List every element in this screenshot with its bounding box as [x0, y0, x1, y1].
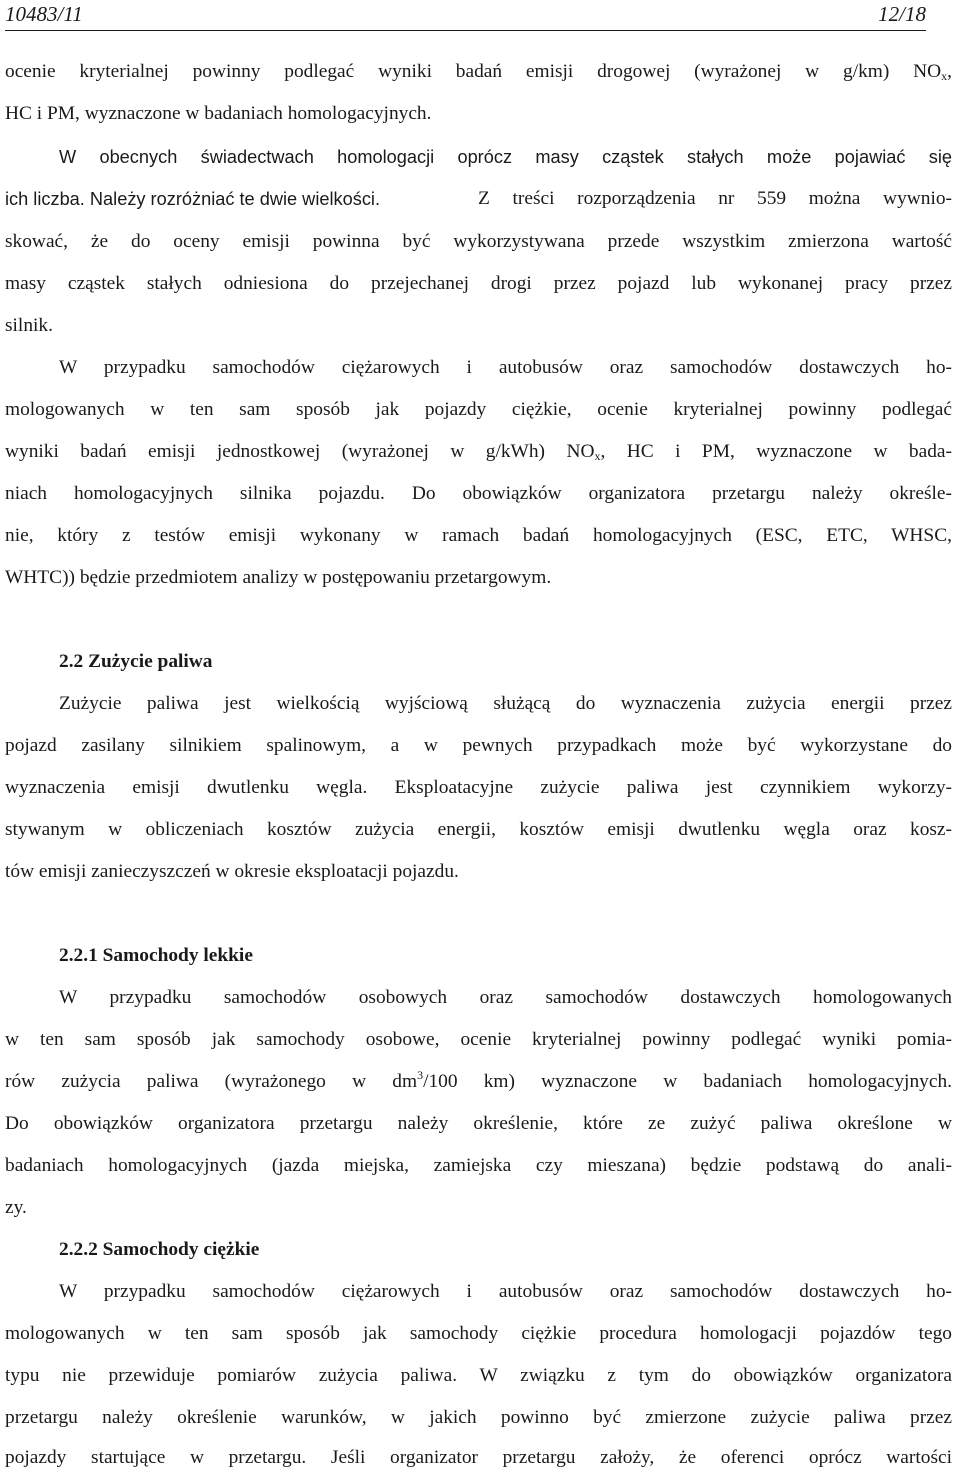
text-line: pojazdy startujące w przetargu. Jeśli organizator przetargu założy, że oferenci oprócz wartości [5, 1447, 952, 1468]
text-line: W obecnych świadectwach homologacji oprócz masy cząstek stałych może pojawiać się [59, 147, 952, 167]
text-line: Z treści rozporządzenia nr 559 można wywnio- [478, 188, 952, 209]
document-number: 10483/11 [5, 2, 83, 26]
text-line: Do obowiązków organizatora przetargu należy określenie, które ze zużyć paliwa określone w [5, 1113, 952, 1134]
text-line: tów emisji zanieczyszczeń w okresie eksploatacji pojazdu. [5, 861, 459, 882]
text-line: ich liczba. Należy rozróżniać te dwie wielkości. [5, 189, 381, 209]
text-line: W przypadku samochodów osobowych oraz samochodów dostawczych homologowanych [59, 987, 952, 1008]
text-line: nie, który z testów emisji wykonany w ramach badań homologacyjnych (ESC, ETC, WHSC, [5, 525, 952, 546]
text-line: W przypadku samochodów ciężarowych i autobusów oraz samochodów dostawczych ho- [59, 1281, 952, 1302]
text-line: badaniach homologacyjnych (jazda miejska, zamiejska czy mieszana) będzie podstawą do anali- [5, 1155, 952, 1176]
text-line: rów zużycia paliwa (wyrażonego w $dm^3/100$ km) wyznaczone w badaniach homologacyjnych. [5, 1068, 952, 1092]
section-heading: 2.2 Zużycie paliwa [59, 651, 213, 672]
text-line: typu nie przewiduje pomiarów zużycia paliwa. W związku z tym do obowiązków organizatora [5, 1365, 952, 1386]
page-number: 12/18 [878, 2, 926, 26]
text-line: niach homologacyjnych silnika pojazdu. Do obowiązków organizatora przetargu należy określe- [5, 483, 952, 504]
text-line: w ten sam sposób jak samochody osobowe, ocenie kryterialnej powinny podlegać wyniki pomia- [5, 1029, 952, 1050]
text-line: silnik. [5, 315, 53, 336]
text-line: mologowanych w ten sam sposób jak samochody ciężkie procedura homologacji pojazdów tego [5, 1323, 952, 1344]
header-rule [5, 30, 926, 31]
text-line: pojazd zasilany silnikiem spalinowym, a w pewnych przypadkach może być wykorzystane do [5, 735, 952, 756]
text-line: zy. [5, 1197, 27, 1218]
text-line: ocenie kryterialnej powinny podlegać wyniki badań emisji drogowej (wyrażonej w g/km) $NO_x$, [5, 61, 952, 83]
text-line: skować, że do oceny emisji powinna być wykorzystywana przede wszystkim zmierzona wartość [5, 231, 952, 252]
text-line: mologowanych w ten sam sposób jak pojazdy ciężkie, ocenie kryterialnej powinny podlegać [5, 399, 952, 420]
text-line: W przypadku samochodów ciężarowych i autobusów oraz samochodów dostawczych ho- [59, 357, 952, 378]
text-line: Zużycie paliwa jest wielkością wyjściową służącą do wyznaczenia zużycia energii przez [59, 693, 952, 714]
text-line: wyniki badań emisji jednostkowej (wyrażonej w g/kWh) $NO_x$, HC i PM, wyznaczone w bada- [5, 441, 952, 463]
text-line: wyznaczenia emisji dwutlenku węgla. Eksploatacyjne zużycie paliwa jest czynnikiem wykorzy- [5, 777, 952, 798]
section-heading: 2.2.1 Samochody lekkie [59, 945, 253, 966]
section-heading: 2.2.2 Samochody ciężkie [59, 1239, 260, 1260]
text-line: HC i PM, wyznaczone w badaniach homologacyjnych. [5, 103, 432, 124]
text-line: WHTC)) będzie przedmiotem analizy w postępowaniu przetargowym. [5, 567, 552, 588]
text-line: masy cząstek stałych odniesiona do przejechanej drogi przez pojazd lub wykonanej pracy przez [5, 273, 952, 294]
text-line: stywanym w obliczeniach kosztów zużycia energii, kosztów emisji dwutlenku węgla oraz kosz- [5, 819, 952, 840]
text-line: przetargu należy określenie warunków, w jakich powinno być zmierzone zużycie paliwa przez [5, 1407, 952, 1428]
